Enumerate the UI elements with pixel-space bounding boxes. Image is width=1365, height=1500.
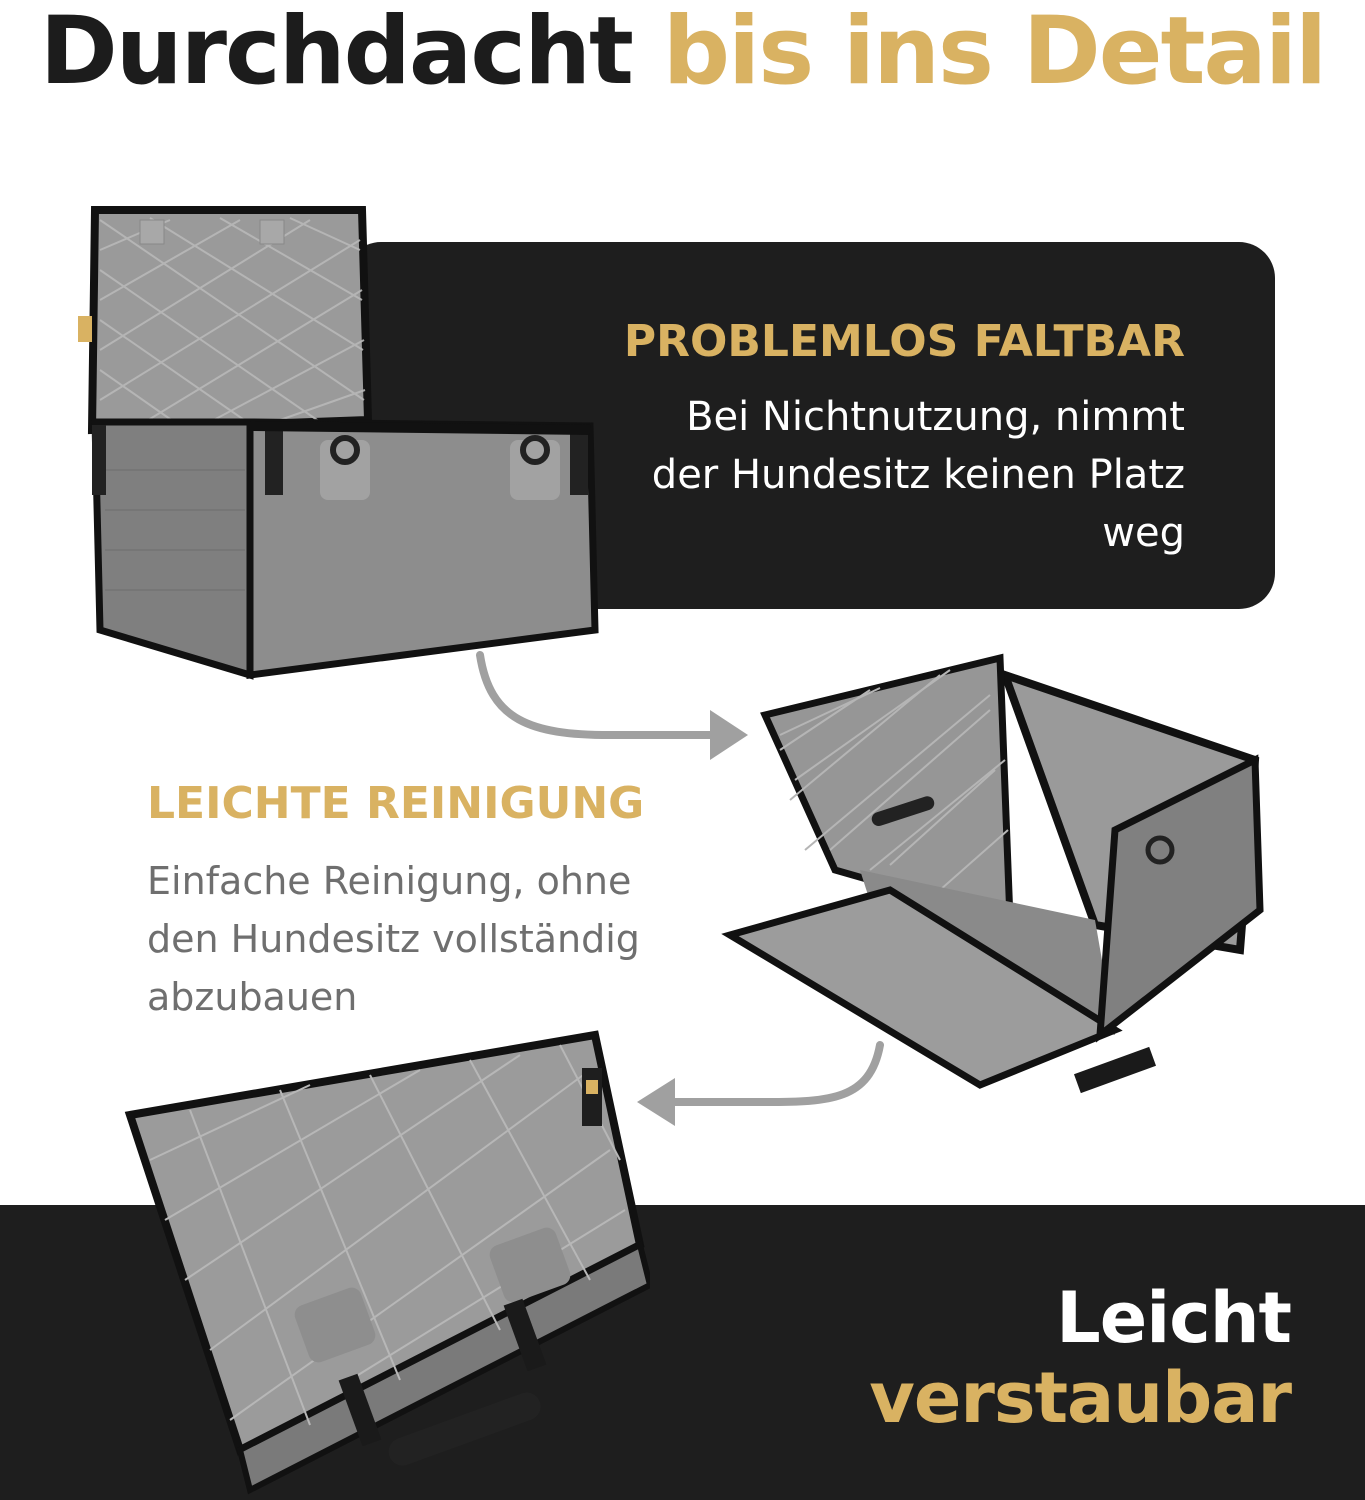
dog-seat-open [720,650,1270,1100]
headline-part-2: bis ins Detail [662,0,1326,106]
dog-seat-assembled [70,190,610,690]
arrow-right-icon [470,650,760,770]
feature-1-title: PROBLEMLOS FALTBAR [623,316,1185,367]
page-headline [0,0,1365,106]
dog-seat-folded [120,1030,650,1500]
feature-2-title: LEICHTE REINIGUNG [147,778,645,829]
tagline-line-1: Leicht [1056,1277,1291,1359]
tagline [869,1278,1291,1438]
feature-1-text: Bei Nichtnutzung, nimmt der Hundesitz keinen Platz weg [651,394,1185,556]
feature-2-text: Einfache Reinigung, ohne den Hundesitz vollständig abzubauen [147,859,640,1019]
arrow-left-icon [625,1040,895,1150]
headline-part-1: Durchdacht [39,0,632,106]
tagline-line-2: verstaubar [869,1357,1291,1439]
